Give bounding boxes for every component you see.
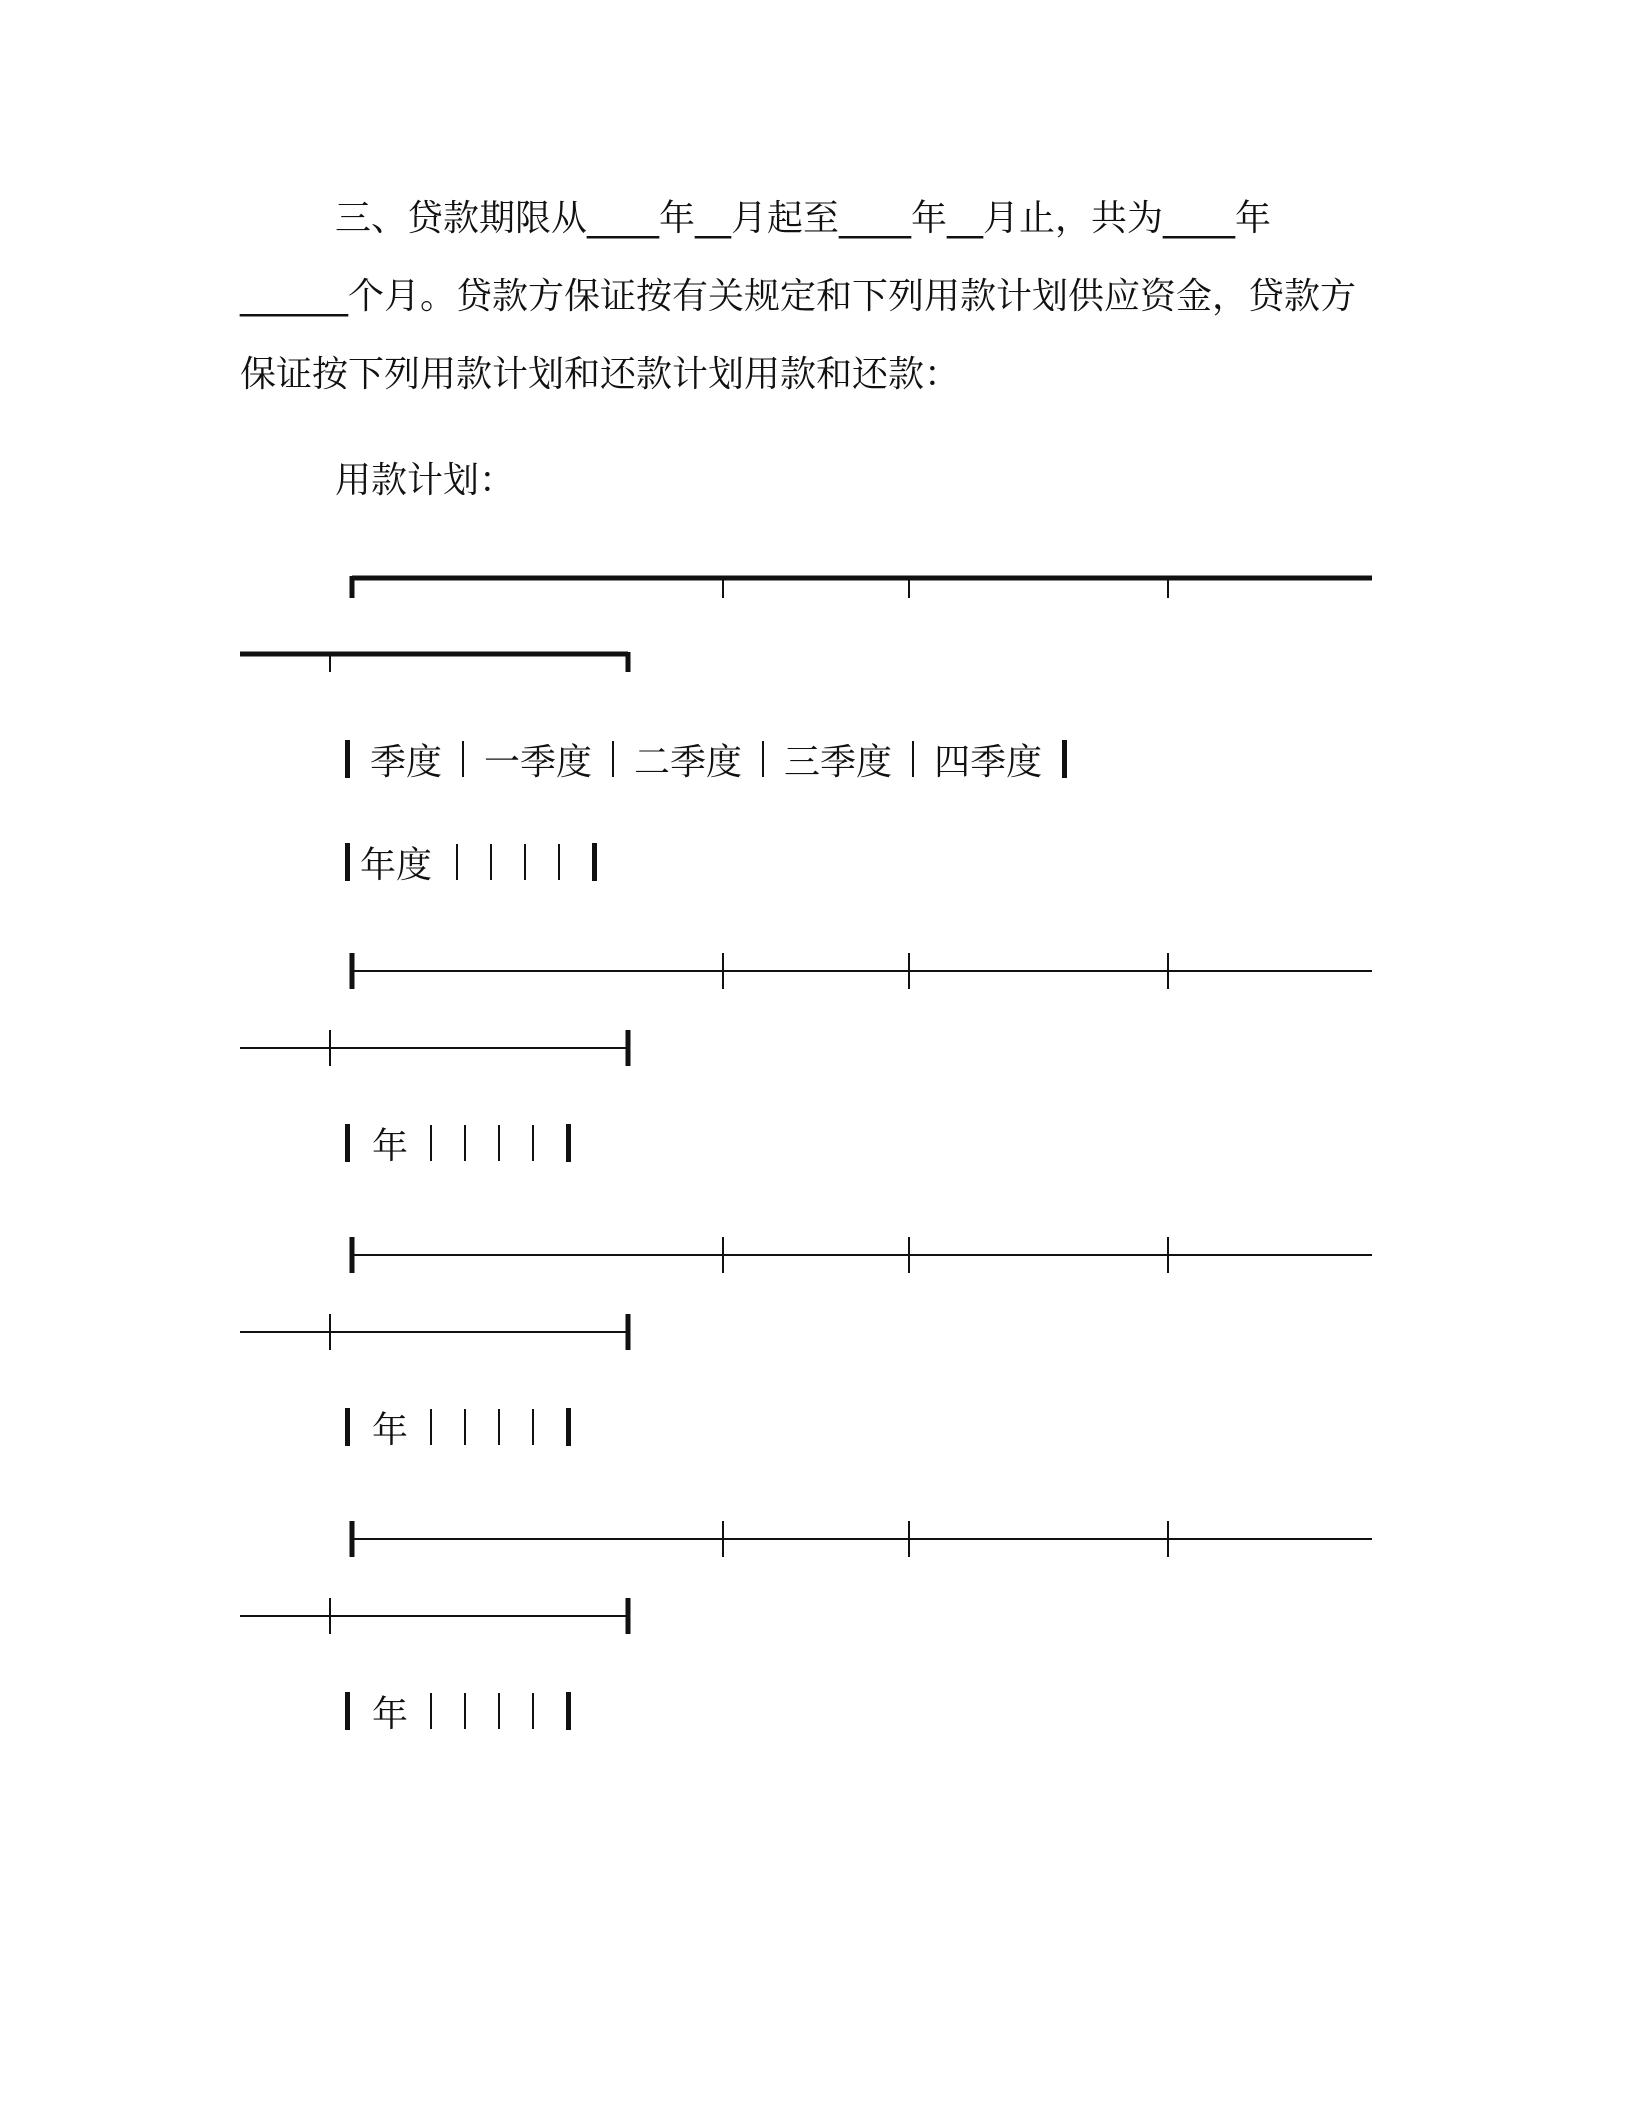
quarter-label: 季度 <box>370 741 443 783</box>
quarter-cell-3: 三季度 <box>784 741 893 783</box>
cell-border <box>498 1125 500 1161</box>
year-label: 年 <box>372 1409 409 1451</box>
table-rule-top <box>240 576 1372 672</box>
cell-border <box>456 844 458 880</box>
year-row <box>345 1119 571 1167</box>
table-rule-row <box>240 953 1372 1066</box>
cell-border <box>345 1124 350 1162</box>
cell-border <box>592 843 597 881</box>
quarter-header-row <box>345 735 1067 783</box>
cell-border <box>464 1409 466 1445</box>
cell-border <box>524 844 526 880</box>
quarter-cell-4: 四季度 <box>934 741 1043 783</box>
quarter-cell-1: 一季度 <box>484 741 593 783</box>
cell-border <box>464 1693 466 1729</box>
annual-label: 年度 <box>360 844 433 886</box>
cell-border <box>345 740 350 778</box>
cell-border <box>464 1125 466 1161</box>
cell-border <box>498 1409 500 1445</box>
year-label: 年 <box>372 1125 409 1167</box>
table-rule-row <box>240 1237 1372 1350</box>
cell-border <box>490 844 492 880</box>
cell-border <box>430 1693 432 1729</box>
cell-border <box>345 1408 350 1446</box>
cell-border <box>532 1409 534 1445</box>
table-rule-row <box>240 1521 1372 1634</box>
cell-border <box>566 1124 571 1162</box>
cell-border <box>1062 740 1067 778</box>
cell-border <box>462 741 464 777</box>
quarter-cell-2: 二季度 <box>634 741 743 783</box>
cell-border <box>566 1692 571 1730</box>
cell-border <box>558 844 560 880</box>
annual-row <box>345 838 597 886</box>
cell-border <box>430 1125 432 1161</box>
cell-border <box>430 1409 432 1445</box>
plan-heading: 用款计划： <box>335 460 516 501</box>
cell-border <box>532 1693 534 1729</box>
year-label: 年 <box>372 1693 409 1735</box>
cell-border <box>498 1693 500 1729</box>
cell-border <box>532 1125 534 1161</box>
cell-border <box>345 1692 350 1730</box>
cell-border <box>612 741 614 777</box>
year-row <box>345 1403 571 1451</box>
cell-border <box>912 741 914 777</box>
loan-term-clause: 三、贷款期限从____年__月起至____年__月止，共为____年______个月。贷款方保证按有关规定和下列用款计划供应资金，贷款方保证按下列用款计划和还款计划用款和还款： <box>240 198 1357 395</box>
cell-border <box>762 741 764 777</box>
cell-border <box>345 843 350 881</box>
year-row <box>345 1687 571 1735</box>
cell-border <box>566 1408 571 1446</box>
